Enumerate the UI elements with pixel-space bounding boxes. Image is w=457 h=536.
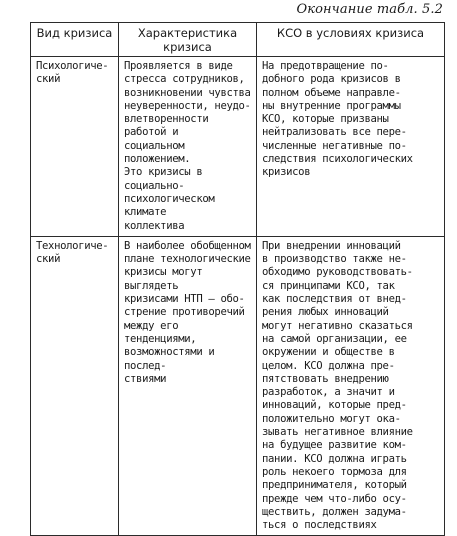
cell-crisis-type: Технологиче- ский bbox=[31, 236, 119, 536]
table-caption: Окончание табл. 5.2 bbox=[296, 2, 443, 17]
cell-cso: На предотвращение по- добного рода кризисов в полном объеме направле- ны внутренние программы КСО, которые призваны нейтрализовать все пере- численные негативные по- следствия психологических кризисов bbox=[257, 57, 445, 237]
cell-characteristic: В наиболее обобщенном плане технологические кризисы могут выглядеть кризисами НТП — обо- стрение противоречий между его тенденциями, возможностями и послед- ствиями bbox=[119, 236, 257, 536]
cell-cso: При внедрении инноваций в производство также не- обходимо руководствовать- ся принципами КСО, так как последствия от внед- рения любых инноваций могут негативно сказаться на самой организации, ее окружении и обществе в целом. КСО должна пре- пятствовать внедрению разработок, а значит и инноваций, которые пред- положительно могут ока- зывать негативное влияние на будущее развитие ком- пании. КСО должна играть роль некоего тормоза для предпринимателя, который прежде чем что-либо осу- ществить, должен задума- ться о последствиях bbox=[257, 236, 445, 536]
header-crisis-type: Вид кризиса bbox=[31, 23, 119, 57]
header-crisis-characteristic: Характеристика кризиса bbox=[119, 23, 257, 57]
table-row bbox=[31, 57, 445, 237]
cell-crisis-type: Психологиче- ский bbox=[31, 57, 119, 237]
table-header-row bbox=[31, 23, 445, 57]
table-row bbox=[31, 236, 445, 536]
cell-characteristic: Проявляется в виде стресса сотрудников, возникновении чувства неуверенности, неудо- влетворенности работой и социальном положением. Это кризисы в социально- психологическом климате коллектива bbox=[119, 57, 257, 237]
header-cso-in-crisis: КСО в условиях кризиса bbox=[257, 23, 445, 57]
crisis-table bbox=[30, 22, 445, 536]
